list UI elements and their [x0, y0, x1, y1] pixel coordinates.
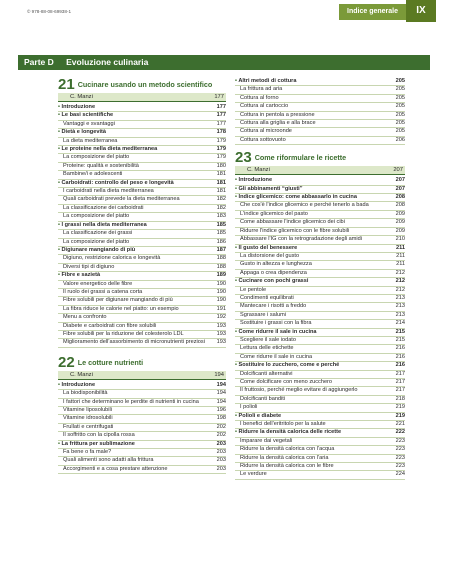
chapter-page: 194: [214, 371, 224, 378]
toc-subsection-entry[interactable]: [58, 331, 226, 339]
toc-subsection-entry[interactable]: [235, 471, 405, 479]
chapter-block: [235, 151, 405, 480]
entry-title: La dieta mediterranea: [63, 137, 118, 144]
chapter-page: 207: [393, 167, 403, 174]
entry-title: Fibre solubili per digiunare mangiando di più: [63, 297, 173, 304]
entry-title: Cottura in pentola a pressione: [240, 111, 315, 118]
toc-section-entry[interactable]: [58, 441, 226, 449]
toc-subsection-entry[interactable]: [58, 230, 226, 238]
entry-title: Il ruolo dei grassi a catena corta: [63, 288, 143, 295]
chapter-title: Come riformulare le ricette: [254, 153, 347, 163]
toc-subsection-entry[interactable]: [58, 281, 226, 289]
chapter-author: C. Manzi: [70, 371, 93, 378]
entry-title: • Altri metodi di cottura: [235, 78, 396, 85]
toc-section-entry[interactable]: [235, 194, 405, 202]
toc-section-entry[interactable]: [235, 362, 405, 370]
toc-subsection-entry[interactable]: [58, 163, 226, 171]
entry-page: 196: [216, 407, 226, 413]
toc-subsection-entry[interactable]: [58, 390, 226, 398]
entry-title: Le pentole: [240, 286, 267, 293]
toc-subsection-entry[interactable]: [58, 255, 226, 263]
isbn-text: © 978-88-08-69938-1: [27, 9, 71, 14]
entry-title: Quali alimenti sono adatti alla frittura: [63, 457, 154, 464]
entry-page: 208: [395, 194, 405, 201]
entry-page: 203: [216, 440, 226, 447]
toc-subsection-entry[interactable]: [58, 196, 226, 204]
toc-section-entry[interactable]: [58, 129, 226, 137]
entry-page: 205: [395, 94, 405, 101]
entry-title: • Introduzione: [58, 104, 217, 111]
entry-page: 194: [216, 398, 226, 405]
toc-subsection-entry[interactable]: [235, 337, 405, 345]
chapter-author-row: [235, 166, 405, 175]
entry-page: 213: [395, 311, 405, 318]
toc-section-entry[interactable]: [235, 186, 405, 194]
toc-subsection-entry[interactable]: [58, 314, 226, 322]
toc-subsection-entry[interactable]: [58, 415, 226, 423]
entry-title: • Fibre e sazietà: [58, 272, 217, 279]
entry-page: 213: [395, 303, 405, 310]
entry-title: Imparare dai vegetali: [240, 437, 293, 444]
entry-page: 205: [395, 103, 405, 110]
entry-page: 203: [216, 449, 226, 456]
toc-section-entry[interactable]: [235, 429, 405, 437]
toc-subsection-entry[interactable]: [235, 287, 405, 295]
entry-page: 223: [395, 437, 405, 444]
toc-subsection-entry[interactable]: [235, 371, 405, 379]
entry-page: 211: [396, 252, 405, 259]
entry-page: 193: [216, 330, 226, 337]
entry-title: • I grassi nella dieta mediterranea: [58, 222, 217, 229]
entry-page: 218: [395, 395, 405, 402]
entry-title: La classificazione dei grassi: [63, 230, 133, 237]
entry-title: Il soffritto con la cipolla rossa: [63, 432, 135, 439]
toc-subsection-entry[interactable]: [235, 86, 405, 94]
entry-title: Sgrassare i salumi: [240, 311, 287, 318]
entry-page: 216: [395, 362, 405, 369]
toc-subsection-entry[interactable]: [235, 438, 405, 446]
entry-title: Vitamine liposolubili: [63, 407, 113, 413]
toc-subsection-entry[interactable]: [58, 154, 226, 162]
toc-section-entry[interactable]: [235, 413, 405, 421]
toc-section-entry[interactable]: [235, 78, 405, 86]
entry-title: Il fruttosio, perché meglio evitare di aggiungerlo: [240, 387, 358, 394]
toc-subsection-entry[interactable]: [58, 449, 226, 457]
entry-title: • Introduzione: [235, 177, 396, 184]
entry-title: Ridurre l'indice glicemico con le fibre solubili: [240, 227, 350, 234]
running-title: Indice generale: [339, 4, 406, 20]
entry-title: I benefici dell'eritritolo per la salute: [240, 421, 326, 428]
toc-subsection-entry[interactable]: [235, 446, 405, 454]
entry-page: 191: [216, 305, 226, 312]
entry-page: 207: [395, 177, 405, 184]
entry-page: 193: [216, 322, 226, 329]
chapter-number: 23: [235, 149, 252, 167]
toc-section-entry[interactable]: [58, 222, 226, 230]
entry-title: La biodisponibilità: [63, 390, 108, 397]
entry-page: 205: [395, 120, 405, 127]
entry-page: 202: [216, 423, 226, 430]
entry-page: 179: [216, 146, 226, 153]
entry-title: • Cucinare con pochi grassi: [235, 278, 396, 285]
toc-section-entry[interactable]: [58, 247, 226, 255]
entry-title: La distorsione del gusto: [240, 252, 300, 259]
entry-title: Diabete e carboidrati con fibre solubili: [63, 322, 157, 329]
page-number: IX: [406, 0, 436, 22]
toc-subsection-entry[interactable]: [235, 379, 405, 387]
toc-subsection-entry[interactable]: [58, 205, 226, 213]
entry-page: 223: [395, 454, 405, 461]
entry-page: 216: [395, 345, 405, 352]
entry-title: • Digiunare mangiando di più: [58, 247, 217, 254]
entry-title: Appaga o crea dipendenza: [240, 269, 307, 276]
entry-title: Ridurre la densità calorica con l'aria: [240, 454, 329, 461]
entry-title: • Gli abbinamenti “giusti”: [235, 186, 396, 193]
part-banner: [18, 55, 430, 70]
entry-page: 217: [395, 387, 405, 394]
entry-page: 183: [216, 213, 226, 220]
entry-title: • Le proteine nella dieta mediterranea: [58, 146, 217, 153]
entry-title: Dolcificanti banditi: [240, 395, 286, 402]
entry-page: 190: [216, 280, 226, 287]
chapter-heading[interactable]: [58, 78, 226, 92]
entry-title: Proteine: qualità e sostenibilità: [63, 162, 139, 169]
toc-subsection-entry[interactable]: [58, 289, 226, 297]
toc-subsection-entry[interactable]: [235, 387, 405, 395]
entry-title: Lettura delle etichette: [240, 345, 294, 352]
toc-subsection-entry[interactable]: [235, 128, 405, 136]
toc-subsection-entry[interactable]: [235, 95, 405, 103]
entry-page: 205: [395, 111, 405, 118]
entry-page: 185: [216, 230, 226, 237]
toc-subsection-entry[interactable]: [58, 213, 226, 221]
toc-subsection-entry[interactable]: [235, 228, 405, 236]
toc-subsection-entry[interactable]: [58, 239, 226, 247]
entry-title: Scegliere il sale iodato: [240, 336, 296, 343]
entry-page: 181: [216, 171, 226, 178]
toc-subsection-entry[interactable]: [58, 424, 226, 432]
entry-title: I polioli: [240, 404, 258, 411]
entry-page: 209: [395, 227, 405, 234]
chapter-block: [58, 78, 226, 348]
entry-title: Miglioramento dell'assorbimento di micronutrienti preziosi: [63, 339, 205, 346]
chapter-page: 177: [214, 94, 224, 100]
toc-subsection-entry[interactable]: [58, 264, 226, 272]
toc-subsection-entry[interactable]: [58, 339, 226, 347]
toc-subsection-entry[interactable]: [58, 297, 226, 305]
entry-title: Mantecare i risotti a freddo: [240, 303, 307, 310]
entry-title: • Introduzione: [58, 382, 217, 389]
chapter-author-row: [58, 371, 226, 380]
entry-title: Che cos'è l'indice glicemico e perché tenerlo a bada: [240, 202, 369, 209]
entry-title: I fattori che determinano le perdite di nutrienti in cucina: [63, 398, 199, 405]
entry-page: 182: [216, 204, 226, 211]
toc-subsection-entry[interactable]: [235, 396, 405, 404]
entry-page: 189: [216, 272, 226, 279]
chapter-heading[interactable]: [58, 353, 226, 371]
toc-subsection-entry[interactable]: [235, 236, 405, 244]
toc-subsection-entry[interactable]: [235, 463, 405, 471]
toc-section-entry[interactable]: [235, 278, 405, 286]
entry-title: Cottura al microonde: [240, 128, 292, 135]
entry-title: Come abbassare l'indice glicemico dei cibi: [240, 219, 345, 226]
entry-page: 192: [216, 314, 226, 321]
toc-subsection-entry[interactable]: [235, 312, 405, 320]
running-header: [0, 0, 452, 22]
chapter-author: C. Manzi: [70, 94, 93, 100]
toc-subsection-entry[interactable]: [235, 219, 405, 227]
entry-page: 180: [216, 162, 226, 169]
entry-page: 217: [395, 370, 405, 377]
entry-page: 208: [395, 202, 405, 209]
toc-subsection-entry[interactable]: [58, 466, 226, 474]
entry-title: Diversi tipi di digiuno: [63, 263, 115, 270]
entry-page: 187: [216, 246, 226, 253]
entry-page: 222: [395, 429, 405, 436]
toc-section-entry[interactable]: [58, 180, 226, 188]
toc-subsection-entry[interactable]: [235, 112, 405, 120]
entry-page: 221: [395, 421, 405, 428]
entry-page: 182: [216, 196, 226, 203]
entry-page: 190: [216, 297, 226, 304]
entry-title: • Carboidrati: controllo del peso e longevità: [58, 180, 217, 187]
entry-title: Fa bene o fa male?: [63, 449, 112, 456]
entry-page: 212: [395, 286, 405, 293]
entry-title: Dolcificanti alternativi: [240, 370, 293, 377]
toc-subsection-entry[interactable]: [235, 303, 405, 311]
toc-subsection-entry[interactable]: [235, 295, 405, 303]
toc-section-entry[interactable]: [58, 272, 226, 280]
entry-page: 194: [216, 390, 226, 397]
entry-page: 188: [216, 255, 226, 262]
chapter-title: Le cotture nutrienti: [77, 357, 144, 367]
entry-page: 205: [395, 86, 405, 93]
entry-page: 177: [216, 104, 226, 110]
entry-page: 188: [216, 263, 226, 270]
entry-title: Cottura sottovuoto: [240, 136, 286, 143]
toc-subsection-entry[interactable]: [235, 345, 405, 353]
entry-page: 215: [395, 336, 405, 343]
entry-title: Cottura al forno: [240, 94, 279, 101]
entry-page: 215: [395, 328, 405, 335]
entry-title: Le verdure: [240, 471, 267, 478]
toc-subsection-entry[interactable]: [58, 121, 226, 129]
entry-page: 214: [395, 320, 405, 327]
entry-page: 219: [395, 412, 405, 419]
toc-subsection-entry[interactable]: [58, 171, 226, 179]
entry-title: Ridurre la densità calorica con l'acqua: [240, 446, 335, 453]
entry-page: 205: [395, 128, 405, 135]
toc-subsection-entry[interactable]: [58, 457, 226, 465]
entry-title: Fibre solubili per la riduzione del colesterolo LDL: [63, 330, 184, 337]
toc-subsection-entry[interactable]: [235, 103, 405, 111]
entry-page: 179: [216, 137, 226, 144]
entry-title: La fibra riduce le calorie nel piatto: un esempio: [63, 305, 179, 312]
toc-subsection-entry[interactable]: [235, 202, 405, 210]
entry-title: Condimenti equilibrati: [240, 294, 294, 301]
toc-subsection-entry[interactable]: [58, 432, 226, 440]
toc-section-entry[interactable]: [235, 245, 405, 253]
toc-left-column: [58, 78, 226, 476]
entry-title: La composizione del piatto: [63, 213, 130, 220]
entry-page: 212: [395, 278, 405, 285]
entry-page: 181: [216, 188, 226, 195]
toc-subsection-entry[interactable]: [235, 253, 405, 261]
entry-title: • Polioli e diabete: [235, 413, 396, 420]
entry-page: 223: [395, 463, 405, 470]
entry-title: • Dietà e longevità: [58, 129, 217, 136]
entry-title: La classificazione dei carboidrati: [63, 204, 144, 211]
toc-subsection-entry[interactable]: [58, 188, 226, 196]
toc-subsection-entry[interactable]: [235, 261, 405, 269]
toc-subsection-entry[interactable]: [235, 354, 405, 362]
chapter-author-row: [58, 93, 226, 102]
entry-page: 205: [395, 78, 405, 84]
entry-title: • Come ridurre il sale in cucina: [235, 329, 396, 336]
toc-right-column: [235, 78, 405, 482]
toc-subsection-entry[interactable]: [235, 137, 405, 145]
entry-page: 198: [216, 415, 226, 422]
entry-title: • Sostituire lo zucchero, come e perché: [235, 362, 396, 369]
entry-page: 186: [216, 238, 226, 245]
chapter-author: C. Manzi: [247, 167, 270, 174]
toc-subsection-entry[interactable]: [235, 455, 405, 463]
entry-page: 219: [395, 404, 405, 411]
toc-subsection-entry[interactable]: [235, 404, 405, 412]
entry-title: • La frittura per sublimazione: [58, 441, 217, 448]
entry-page: 224: [395, 471, 405, 478]
entry-title: • Il gusto del benessere: [235, 245, 396, 252]
toc-subsection-entry[interactable]: [58, 323, 226, 331]
entry-title: L'indice glicemico del pasto: [240, 210, 308, 217]
entry-page: 209: [395, 210, 405, 217]
toc-section-entry[interactable]: [235, 177, 405, 185]
part-label: Parte D: [24, 57, 54, 67]
part-title: Evoluzione culinaria: [66, 57, 149, 67]
toc-subsection-entry[interactable]: [235, 211, 405, 219]
entry-page: 209: [395, 219, 405, 226]
chapter-number: 22: [58, 353, 75, 371]
entry-title: Quali carboidrati prevede la dieta mediterranea: [63, 196, 180, 203]
entry-page: 177: [216, 112, 226, 119]
toc-subsection-entry[interactable]: [58, 399, 226, 407]
entry-title: Sostituire i grassi con la fibra: [240, 320, 312, 327]
entry-page: 207: [395, 185, 405, 192]
entry-page: 211: [395, 244, 405, 251]
toc-subsection-entry[interactable]: [235, 320, 405, 328]
entry-title: Accorgimenti e a cosa prestare attenzione: [63, 465, 168, 472]
entry-page: 210: [395, 236, 405, 243]
entry-title: Frullati e centrifugati: [63, 423, 114, 430]
entry-page: 177: [216, 120, 226, 127]
entry-title: Cottura alla griglia e alla brace: [240, 120, 316, 127]
entry-page: 206: [395, 136, 405, 143]
entry-title: La composizione del piatto: [63, 154, 130, 161]
entry-page: 202: [216, 432, 226, 439]
entry-title: Valore energetico delle fibre: [63, 280, 133, 287]
toc-subsection-entry[interactable]: [58, 306, 226, 314]
entry-title: • Indice glicemico: come abbassarlo in cucina: [235, 194, 396, 201]
entry-page: 179: [216, 154, 226, 161]
entry-title: La frittura ad aria: [240, 86, 283, 93]
entry-page: 181: [216, 179, 226, 186]
entry-page: 213: [395, 294, 405, 301]
toc-section-entry[interactable]: [58, 382, 226, 390]
entry-title: La composizione del piatto: [63, 238, 130, 245]
entry-title: Vantaggi e svantaggi: [63, 120, 115, 127]
entry-title: • Le basi scientifiche: [58, 112, 217, 119]
entry-title: Come ridurre il sale in cucina: [240, 353, 313, 360]
entry-page: 211: [396, 261, 405, 268]
entry-page: 185: [216, 221, 226, 228]
entry-page: 203: [216, 457, 226, 464]
chapter-title: Cucinare usando un metodo scientifico: [77, 80, 213, 89]
entry-title: Bambine/i e adolescenti: [63, 171, 123, 178]
entry-title: Vitamine idrosolubili: [63, 415, 113, 422]
entry-title: Abbassare l'IG con la retrogradazione degli amidi: [240, 236, 363, 243]
entry-title: Ridurre la densità calorica con le fibre: [240, 463, 334, 470]
entry-page: 190: [216, 288, 226, 295]
entry-page: 178: [216, 129, 226, 136]
toc-section-entry[interactable]: [58, 146, 226, 154]
chapter-block: [58, 353, 226, 474]
toc-section-entry[interactable]: [58, 112, 226, 120]
toc-section-entry[interactable]: [58, 104, 226, 112]
chapter-heading[interactable]: [235, 151, 405, 165]
entry-page: 203: [216, 465, 226, 472]
entry-page: 193: [216, 339, 226, 346]
entry-title: Cottura al cartoccio: [240, 103, 289, 110]
toc-section-entry[interactable]: [235, 329, 405, 337]
entry-page: 216: [395, 353, 405, 360]
entry-title: Digiuno, restrizione calorica e longevità: [63, 255, 161, 262]
chapter-number: 21: [58, 76, 75, 93]
toc-subsection-entry[interactable]: [235, 120, 405, 128]
entry-page: 212: [395, 269, 405, 276]
toc-subsection-entry[interactable]: [58, 138, 226, 146]
entry-page: 194: [216, 381, 226, 388]
toc-subsection-entry[interactable]: [235, 270, 405, 278]
entry-title: Come dolcificare con meno zucchero: [240, 379, 333, 385]
entry-title: Menu a confronto: [63, 314, 107, 321]
entry-page: 223: [395, 446, 405, 453]
entry-title: • Ridurre la densità calorica delle ricette: [235, 429, 396, 436]
entry-title: I carboidrati nella dieta mediterranea: [63, 188, 154, 195]
entry-page: 217: [395, 379, 405, 385]
toc-subsection-entry[interactable]: [58, 407, 226, 415]
entry-title: Gusto in altezza e lunghezza: [240, 261, 312, 268]
toc-subsection-entry[interactable]: [235, 421, 405, 429]
